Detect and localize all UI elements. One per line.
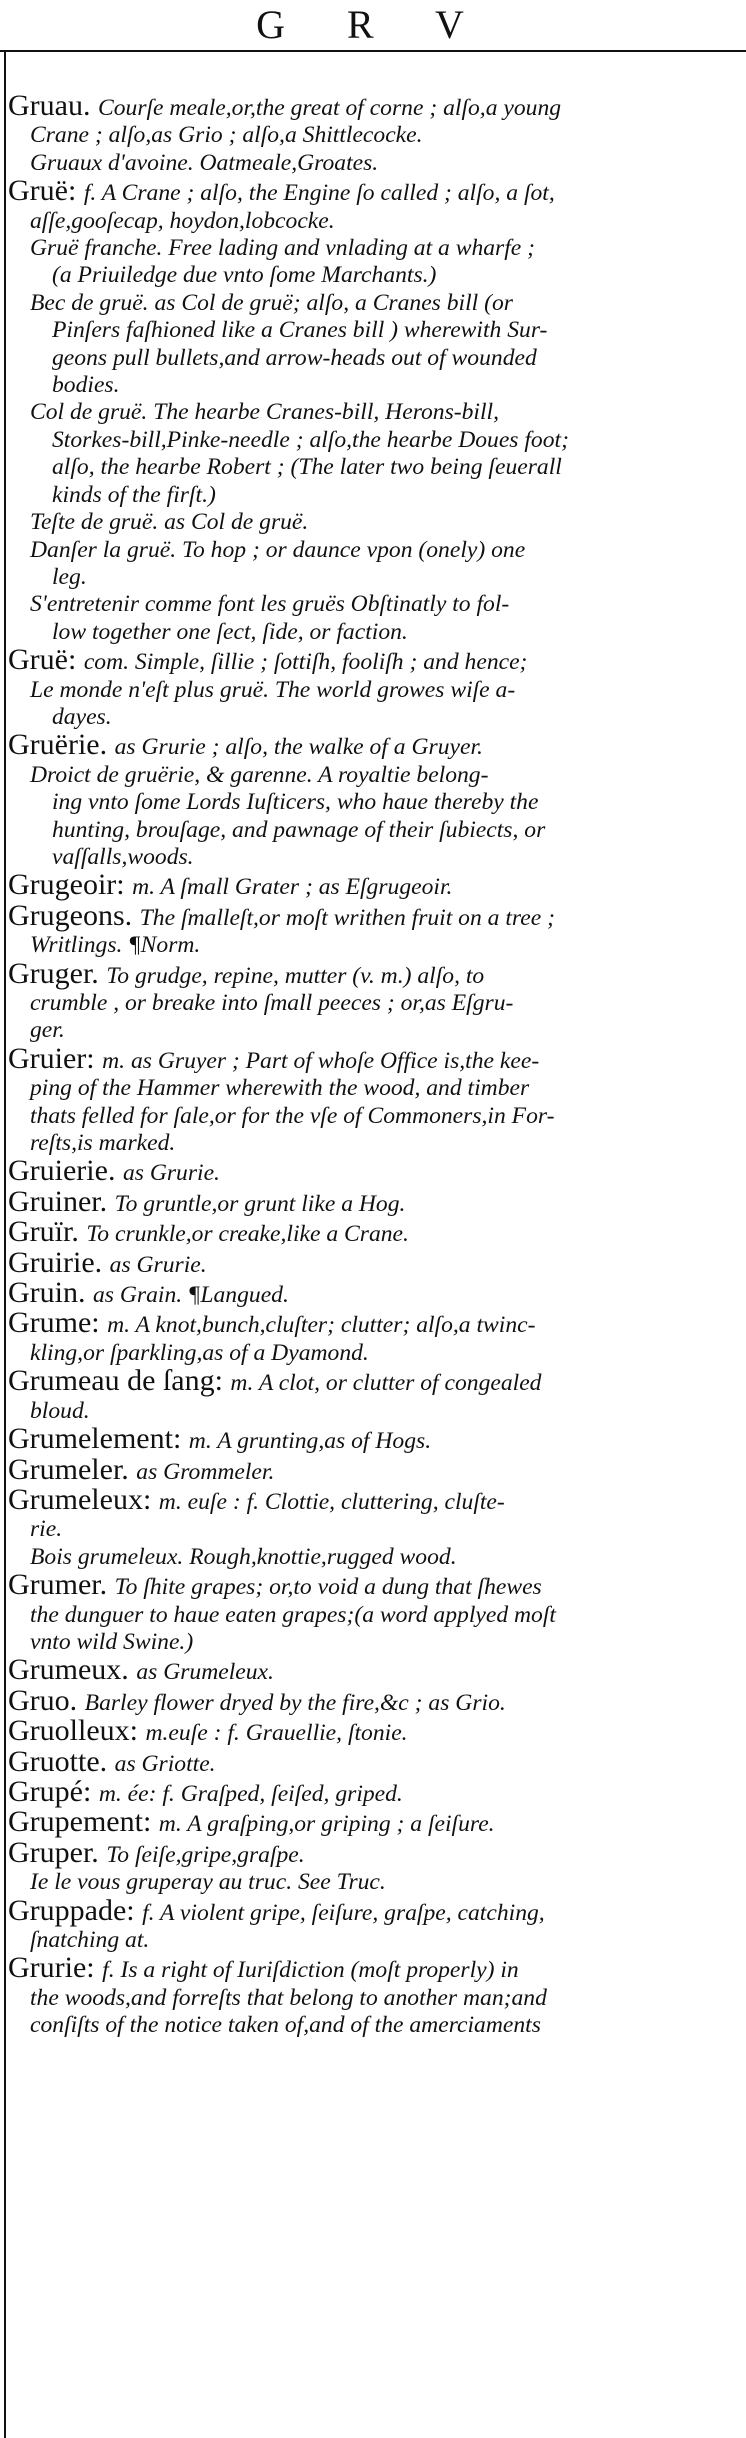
entry-line: m. as Gruyer ; Part of whoſe Office is,the kee-: [102, 1047, 540, 1074]
entry-line: aſſe,gooſecap, hoydon,lobcocke.: [30, 207, 335, 234]
entry-line: m. A grunting,as of Hogs.: [188, 1428, 432, 1455]
entry-headword: Grumer.: [8, 1568, 115, 1602]
page-header: G R V: [256, 2, 490, 47]
dictionary-entry: [8, 956, 742, 1045]
dictionary-entry: [8, 643, 742, 677]
sub-entry: [8, 399, 742, 509]
entry-headword: Grumeux.: [8, 1653, 137, 1687]
entry-line: To gruntle,or grunt like a Hog.: [114, 1190, 406, 1217]
entry-line: Gruë franche. Free lading and vnlading at a wharfe ;: [30, 235, 536, 262]
entry-line: Danſer la gruë. To hop ; or daunce vpon (onely) one: [30, 536, 526, 563]
entry-line: Crane ; alſo,as Grio ; alſo,a Shittlecocke.: [30, 122, 423, 149]
sub-entry: [8, 762, 742, 872]
entry-line: the woods,and forreſts that belong to another man;and: [30, 1984, 547, 2011]
entry-line: f. A violent gripe, ſeiſure, graſpe, catching,: [142, 1899, 545, 1926]
dictionary-entry: [8, 898, 742, 960]
entry-headword: Grumeler.: [8, 1452, 137, 1486]
entry-line: leg.: [52, 563, 87, 590]
entry-line: m.euſe : f. Grauellie, ſtonie.: [145, 1720, 408, 1747]
dictionary-entry: [8, 89, 742, 150]
dictionary-entry: [8, 1364, 742, 1425]
entry-line: Storkes-bill,Pinke-needle ; alſo,the hearbe Doues foot;: [52, 426, 569, 453]
entry-line: ſnatching at.: [30, 1927, 150, 1953]
entry-headword: Gruiner.: [8, 1184, 115, 1218]
entry-line: low together one ſect, ſide, or faction.: [52, 618, 408, 645]
entry-headword: Grugeons.: [8, 898, 140, 932]
entry-line: as Grurie ; alſo, the walke of a Gruyer.: [114, 734, 483, 761]
entry-line: ger.: [30, 1017, 65, 1044]
dictionary-entry: [8, 1215, 742, 1249]
entry-headword: Gruërie.: [8, 728, 115, 762]
entry-line: Gruaux d'avoine. Oatmeale,Groates.: [30, 149, 379, 176]
column-rule: [4, 52, 6, 2438]
dictionary-entry: [8, 1653, 742, 1687]
dictionary-entry: [8, 1245, 742, 1279]
entry-headword: Grupement:: [8, 1805, 159, 1839]
dictionary-entry: [8, 1714, 742, 1748]
dictionary-entry: [8, 1452, 742, 1486]
entry-line: dayes.: [52, 703, 112, 730]
dictionary-entry: [8, 1805, 742, 1839]
entry-headword: Gruotte.: [8, 1744, 115, 1778]
entry-line: Courſe meale,or,the great of corne ; alſo,a young: [97, 95, 562, 121]
entry-line: m. A knot,bunch,cluſter; clutter; alſo,a twinc-: [107, 1312, 536, 1339]
dictionary-entry: [8, 1422, 742, 1456]
dictionary-entry: [8, 868, 742, 902]
entry-headword: Gruierie.: [8, 1154, 123, 1188]
entry-line: alſo, the hearbe Robert ; (The later two being ſeuerall: [52, 454, 562, 481]
sub-entry: [8, 150, 742, 177]
entry-line: ping of the Hammer wherewith the wood, and timber: [30, 1075, 530, 1102]
entry-headword: Gruë:: [8, 174, 84, 208]
entry-line: reſts,is marked.: [30, 1130, 176, 1157]
entry-line: geons pull bullets,and arrow-heads out of wounded: [52, 344, 537, 371]
entry-headword: Grupé:: [8, 1774, 99, 1808]
entry-line: as Grain. ¶Langued.: [93, 1282, 289, 1309]
header-rule: [0, 50, 746, 52]
entry-line: the dunguer to haue eaten grapes;(a word applyed moſt: [30, 1601, 556, 1628]
entry-line: conſiſts of the notice taken of,and of the amerciaments: [30, 2012, 541, 2039]
entry-line: thats felled for ſale,or for the vſe of Commoners,in For-: [30, 1102, 555, 1129]
entry-line: bodies.: [52, 372, 120, 399]
entry-line: as Grumeleux.: [136, 1659, 274, 1686]
entry-line: S'entretenir comme font les gruës Obſtinatly to fol-: [30, 591, 510, 618]
sub-entry: [8, 290, 742, 400]
entry-line: Col de gruë. The hearbe Cranes-bill, Herons-bill,: [30, 399, 499, 426]
entry-headword: Gruier:: [8, 1041, 103, 1075]
entry-line: (a Priuiledge due vnto ſome Marchants.): [52, 262, 437, 289]
entry-headword: Gruolleux:: [8, 1714, 146, 1748]
entry-line: To grudge, repine, mutter (v. m.) alſo, to: [106, 962, 485, 989]
entry-line: com. Simple, ſillie ; ſottiſh, fooliſh ; and hence;: [83, 649, 528, 676]
entry-headword: Gruger.: [8, 956, 107, 990]
entry-line: bloud.: [30, 1397, 90, 1424]
entry-line: Droict de gruërie, & garenne. A royaltie belong-: [30, 761, 489, 788]
entry-line: To crunkle,or creake,like a Crane.: [86, 1221, 409, 1248]
entry-headword: Grurie:: [8, 1951, 103, 1985]
sub-entry: [8, 509, 742, 536]
dictionary-entry: [8, 1184, 742, 1218]
entry-headword: Gruau.: [8, 89, 98, 122]
entry-line: rie.: [30, 1516, 63, 1543]
entry-line: as Grurie.: [122, 1160, 220, 1187]
sub-entry: [8, 1869, 742, 1896]
entry-line: m. A graſping,or griping ; a ſeiſure.: [158, 1811, 495, 1838]
entry-headword: Gruppade:: [8, 1893, 143, 1927]
dictionary-entry: [8, 1276, 742, 1310]
entry-line: Pinſers faſhioned like a Cranes bill ) wherewith Sur-: [52, 317, 548, 344]
entry-line: m. euſe : f. Clottie, cluttering, cluſte-: [158, 1488, 505, 1515]
sub-entry: [8, 1544, 742, 1571]
dictionary-entry: [8, 1893, 742, 1955]
entry-line: as Grurie.: [109, 1251, 207, 1278]
entry-line: m. A ſmall Grater ; as Eſgrugeoir.: [132, 874, 453, 901]
dictionary-entry: [8, 1774, 742, 1808]
entry-line: vnto wild Swine.): [30, 1628, 194, 1655]
sub-entry: [8, 537, 742, 592]
entry-headword: Grumeleux:: [8, 1482, 159, 1516]
dictionary-entry: [8, 1568, 742, 1656]
entry-headword: Grume:: [8, 1306, 108, 1340]
entry-headword: Gruin.: [8, 1276, 93, 1310]
entry-line: Ie le vous gruperay au truc. See Truc.: [30, 1869, 386, 1896]
entry-headword: Gruïr.: [8, 1215, 87, 1249]
entry-headword: Grumeau de ſang:: [8, 1364, 231, 1398]
entry-line: Bec de gruë. as Col de gruë; alſo, a Cranes bill (or: [30, 289, 513, 316]
dictionary-entry: [8, 1951, 742, 2039]
entry-line: hunting, brouſage, and pawnage of their ſubiects, or: [52, 816, 546, 843]
entry-line: f. A Crane ; alſo, the Engine ſo called ; alſo, a ſot,: [83, 180, 555, 207]
entry-line: m. ée: f. Graſped, ſeiſed, griped.: [98, 1780, 403, 1807]
dictionary-entry: [8, 1154, 742, 1188]
entry-line: To ſhite grapes; or,to void a dung that ſhewes: [114, 1574, 542, 1601]
dictionary-entry: [8, 728, 742, 762]
entry-headword: Grugeoir:: [8, 868, 133, 902]
dictionary-entry: [8, 1306, 742, 1367]
entry-line: m. A clot, or clutter of congealed: [230, 1370, 542, 1397]
entry-line: To ſeiſe,gripe,graſpe.: [106, 1841, 305, 1868]
entry-line: Le monde n'eſt plus gruë. The world growes wiſe a-: [30, 676, 516, 703]
entry-line: Teſte de gruë. as Col de gruë.: [30, 509, 309, 536]
entry-headword: Gruë:: [8, 643, 84, 677]
entry-line: f. Is a right of Iuriſdiction (moſt properly) in: [102, 1957, 519, 1984]
dictionary-entry: [8, 1041, 742, 1158]
sub-entry: [8, 677, 742, 732]
entry-line: as Grommeler.: [136, 1458, 275, 1485]
entry-headword: Gruirie.: [8, 1245, 110, 1279]
entry-line: crumble , or breake into ſmall peeces ; or,as Eſgru-: [30, 990, 514, 1016]
entry-line: as Griotte.: [114, 1750, 216, 1777]
dictionary-entry: [8, 1744, 742, 1778]
entry-line: Bois grumeleux. Rough,knottie,rugged wood.: [30, 1543, 457, 1570]
entry-line: vaſſalls,woods.: [52, 843, 194, 870]
entry-line: ing vnto ſome Lords Iuſticers, who haue thereby the: [52, 789, 539, 816]
dictionary-entry: [8, 1482, 742, 1544]
entry-line: kinds of the firſt.): [52, 481, 216, 508]
entry-headword: Grumelement:: [8, 1422, 189, 1456]
sub-entry: [8, 591, 742, 646]
dictionary-entry: [8, 1835, 742, 1869]
entry-headword: Gruo.: [8, 1683, 85, 1717]
entry-headword: Gruper.: [8, 1835, 107, 1869]
entry-line: kling,or ſparkling,as of a Dyamond.: [30, 1339, 369, 1366]
dictionary-entry: [8, 174, 742, 235]
dictionary-entry: [8, 1683, 742, 1717]
entry-list: [8, 89, 742, 2040]
sub-entry: [8, 235, 742, 290]
entry-line: Barley flower dryed by the fire,&c ; as Grio.: [84, 1689, 506, 1716]
entry-line: The ſmalleſt,or moſt writhen fruit on a tree ;: [139, 904, 555, 931]
entry-line: Writlings. ¶Norm.: [30, 932, 201, 959]
